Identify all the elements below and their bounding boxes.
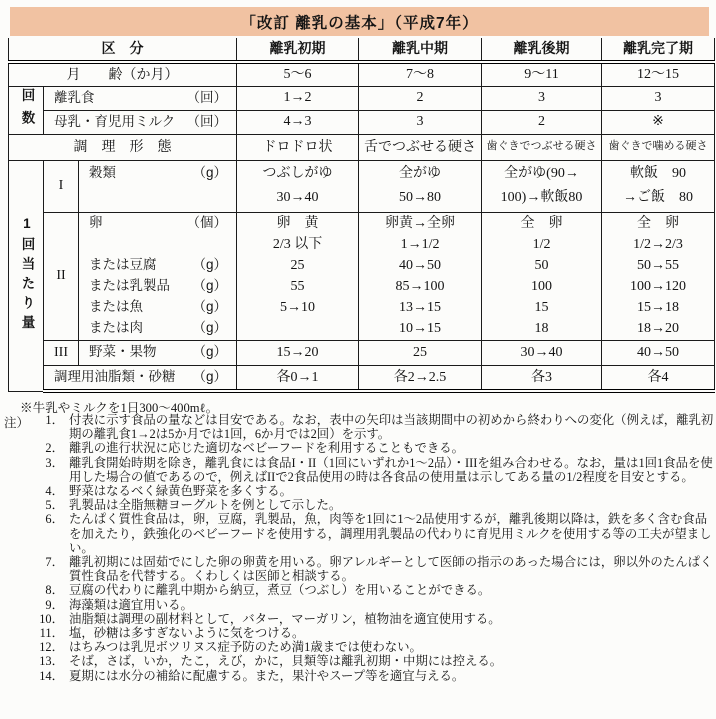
milk-count-row — [9, 110, 715, 134]
cooking-form-row — [9, 134, 715, 160]
milk-footnote: ※牛乳やミルクを1日300～400mℓ。 — [20, 401, 219, 415]
note-number: 6． — [45, 512, 64, 527]
table-cell: 3 — [482, 86, 602, 110]
note-text: 海藻類は適宜用いる。 — [69, 597, 193, 612]
note-text: 豆腐の代わりに離乳中期から納豆，煮豆（つぶし）を用いることができる。 — [69, 583, 491, 598]
note-number: 1． — [45, 413, 64, 427]
header-col-complete: 離乳完了期 — [602, 38, 715, 62]
notes-section — [4, 413, 714, 683]
milk-count-label-cell — [44, 110, 237, 134]
note-item — [37, 456, 714, 484]
group-marker-3: III — [44, 340, 79, 365]
note-item — [37, 441, 714, 455]
table-cell: 軟飯 90 →ご飯 80 — [602, 160, 715, 212]
table-cell: 全 卵 1/2→2/3 50→55 100→120 15→18 18→20 — [602, 212, 715, 340]
note-number: 10． — [39, 611, 64, 626]
vegetable-label: 野菜・果物 — [89, 344, 157, 360]
per-meal-amount-vertical-label: 1回当たり量 — [9, 160, 44, 391]
protein-label-line: または肉 （g） — [89, 320, 228, 336]
cooking-form-label: 調 理 形 態 — [9, 134, 237, 160]
note-item — [37, 484, 714, 498]
table-cell: 15→20 — [237, 340, 359, 365]
group-marker-1: I — [44, 160, 79, 212]
table-cell: 40→50 — [602, 340, 715, 365]
table-cell: 2 — [359, 86, 482, 110]
note-number: 7． — [45, 555, 64, 570]
note-text: 塩，砂糖は多すぎないように気をつける。 — [69, 626, 305, 641]
note-number: 8． — [45, 583, 64, 598]
note-item — [37, 413, 714, 441]
note-item — [37, 498, 714, 512]
table-cell: 全がゆ(90→ 100)→軟飯80 — [482, 160, 602, 212]
vegetable-unit: （g） — [192, 344, 228, 360]
table-cell: 全がゆ 50→80 — [359, 160, 482, 212]
age-row — [9, 62, 715, 86]
meal-count-label-cell — [44, 86, 237, 110]
note-item — [37, 512, 714, 555]
protein-label-line: または魚 （g） — [89, 299, 228, 315]
protein-labels-cell — [79, 212, 237, 340]
page-title: 「改訂 離乳の基本」（平成7年） — [240, 14, 479, 32]
age-value: 12～15 — [602, 62, 715, 86]
protein-label-line: または豆腐 （g） — [89, 257, 228, 273]
milk-count-label: 母乳・育児用ミルク — [54, 113, 176, 129]
age-value: 9～11 — [482, 62, 602, 86]
oils-sugar-unit: （g） — [192, 368, 228, 384]
group-marker-2: II — [44, 212, 79, 340]
table-cell: つぶしがゆ 30→40 — [237, 160, 359, 212]
note-text: 離乳の進行状況に応じた適切なベビーフードを利用することもできる。 — [69, 441, 465, 456]
table-cell: 卵 黄 2/3 以下 25 55 5→10 — [237, 212, 359, 340]
grains-unit: （g） — [192, 164, 228, 180]
table-cell: 2 — [482, 110, 602, 134]
table-cell: 各0→1 — [237, 365, 359, 391]
header-col-late: 離乳後期 — [482, 38, 602, 62]
meal-count-label: 離乳食 — [54, 89, 95, 105]
meal-count-row — [9, 86, 715, 110]
oils-sugar-row — [9, 365, 715, 391]
note-text: 離乳食開始時期を除き，離乳食には食品I・II（1回にいずれか1～2品）・IIIを組み合わせる。なお，量は1回1食品を使用した場合の値であるので，例えばIIで2食品使用の時は各食品の使用量は示してある量の1/2程度を目安とする。 — [69, 455, 713, 484]
header-row — [9, 38, 715, 62]
table-cell: 3 — [602, 86, 715, 110]
table-cell: 卵黄→全卵 1→1/2 40→50 85→100 13→15 10→15 — [359, 212, 482, 340]
note-text: 油脂類は調理の副材料として，バター，マーガリン，植物油を適宜使用する。 — [69, 611, 501, 626]
table-cell: 4→3 — [237, 110, 359, 134]
table-cell: 各4 — [602, 365, 715, 391]
weaning-table — [8, 38, 715, 393]
note-item — [37, 669, 714, 683]
note-text: そば，さば，いか，たこ，えび，かに，貝類等は離乳初期・中期には控える。 — [69, 654, 503, 669]
note-number: 2． — [45, 441, 64, 456]
note-text: 付表に示す食品の量などは目安である。なお，表中の矢印は当該期間中の初めから終わりへの変化（例えば，離乳初期の離乳食1→2は5か月では1回，6か月では2回）を示す。 — [69, 413, 714, 442]
protein-row — [9, 212, 715, 340]
table-cell: 1→2 — [237, 86, 359, 110]
grains-label-cell — [79, 160, 237, 212]
note-item — [37, 555, 714, 583]
oils-sugar-label-cell — [44, 365, 237, 391]
age-value: 7～8 — [359, 62, 482, 86]
notes-prefix: 注） — [4, 416, 30, 430]
table-cell: ※ — [602, 110, 715, 134]
vegetable-row — [9, 340, 715, 365]
vegetable-label-cell — [79, 340, 237, 365]
protein-label-line: 卵 （個） — [89, 215, 228, 231]
note-item — [37, 598, 714, 612]
header-col-initial: 離乳初期 — [237, 38, 359, 62]
note-item — [37, 654, 714, 668]
note-text: 野菜はなるべく緑黄色野菜を多くする。 — [69, 484, 293, 499]
note-number: 4． — [45, 484, 64, 499]
note-number: 9． — [45, 597, 64, 612]
table-cell: 30→40 — [482, 340, 602, 365]
note-item — [37, 626, 714, 640]
header-col-middle: 離乳中期 — [359, 38, 482, 62]
title-bar — [10, 7, 709, 36]
note-number: 13． — [39, 654, 64, 669]
note-text: はちみつは乳児ボツリヌス症予防のため満1歳までは使わない。 — [69, 640, 422, 655]
age-label: 月 齢（か月） — [9, 62, 237, 86]
note-text: たんぱく質性食品は，卵，豆腐，乳製品，魚，肉等を1回に1～2品使用するが，離乳後期以降は，鉄を多く含む食品を加えたり，鉄強化のベビーフードを使用する，調理用乳製品の代わりに育児用ミルクを使用する等の工夫が望ましい。 — [69, 512, 712, 555]
table-cell: 各2→2.5 — [359, 365, 482, 391]
table-cell: 3 — [359, 110, 482, 134]
protein-label-line — [79, 234, 236, 255]
note-text: 離乳初期には固茹でにした卵の卵黄を用いる。卵アレルギーとして医師の指示のあった場合には，卵以外のたんぱく質性食品を代替する。くわしくは医師と相談する。 — [69, 555, 713, 584]
header-rubric: 区 分 — [9, 38, 237, 62]
meal-count-unit: （回） — [186, 89, 228, 105]
oils-sugar-label: 調理用油脂類・砂糖 — [54, 368, 176, 384]
note-number: 12． — [39, 640, 64, 655]
note-number: 5． — [45, 498, 64, 513]
note-number: 11． — [39, 626, 64, 641]
note-number: 3． — [45, 455, 64, 470]
frequency-vertical-label: 回数 — [9, 86, 44, 134]
milk-count-unit: （回） — [186, 113, 228, 129]
table-cell: 歯ぐきでつぶせる硬さ — [482, 134, 602, 160]
note-item — [37, 583, 714, 597]
grains-row — [9, 160, 715, 212]
table-cell: 全 卵 1/2 50 100 15 18 — [482, 212, 602, 340]
note-text: 夏期には水分の補給に配慮する。また，果汁やスープ等を適宜与える。 — [69, 668, 465, 683]
table-cell: ドロドロ状 — [237, 134, 359, 160]
table-cell: 25 — [359, 340, 482, 365]
note-item — [37, 640, 714, 654]
age-value: 5～6 — [237, 62, 359, 86]
grains-label: 穀類 — [89, 164, 116, 180]
note-number: 14． — [39, 668, 64, 683]
table-cell: 各3 — [482, 365, 602, 391]
note-text: 乳製品は全脂無糖ヨーグルトを例として示した。 — [69, 498, 342, 513]
table-cell: 舌でつぶせる硬さ — [359, 134, 482, 160]
table-cell: 歯ぐきで噛める硬さ — [602, 134, 715, 160]
protein-label-line: または乳製品 （g） — [89, 278, 228, 294]
note-item — [37, 612, 714, 626]
